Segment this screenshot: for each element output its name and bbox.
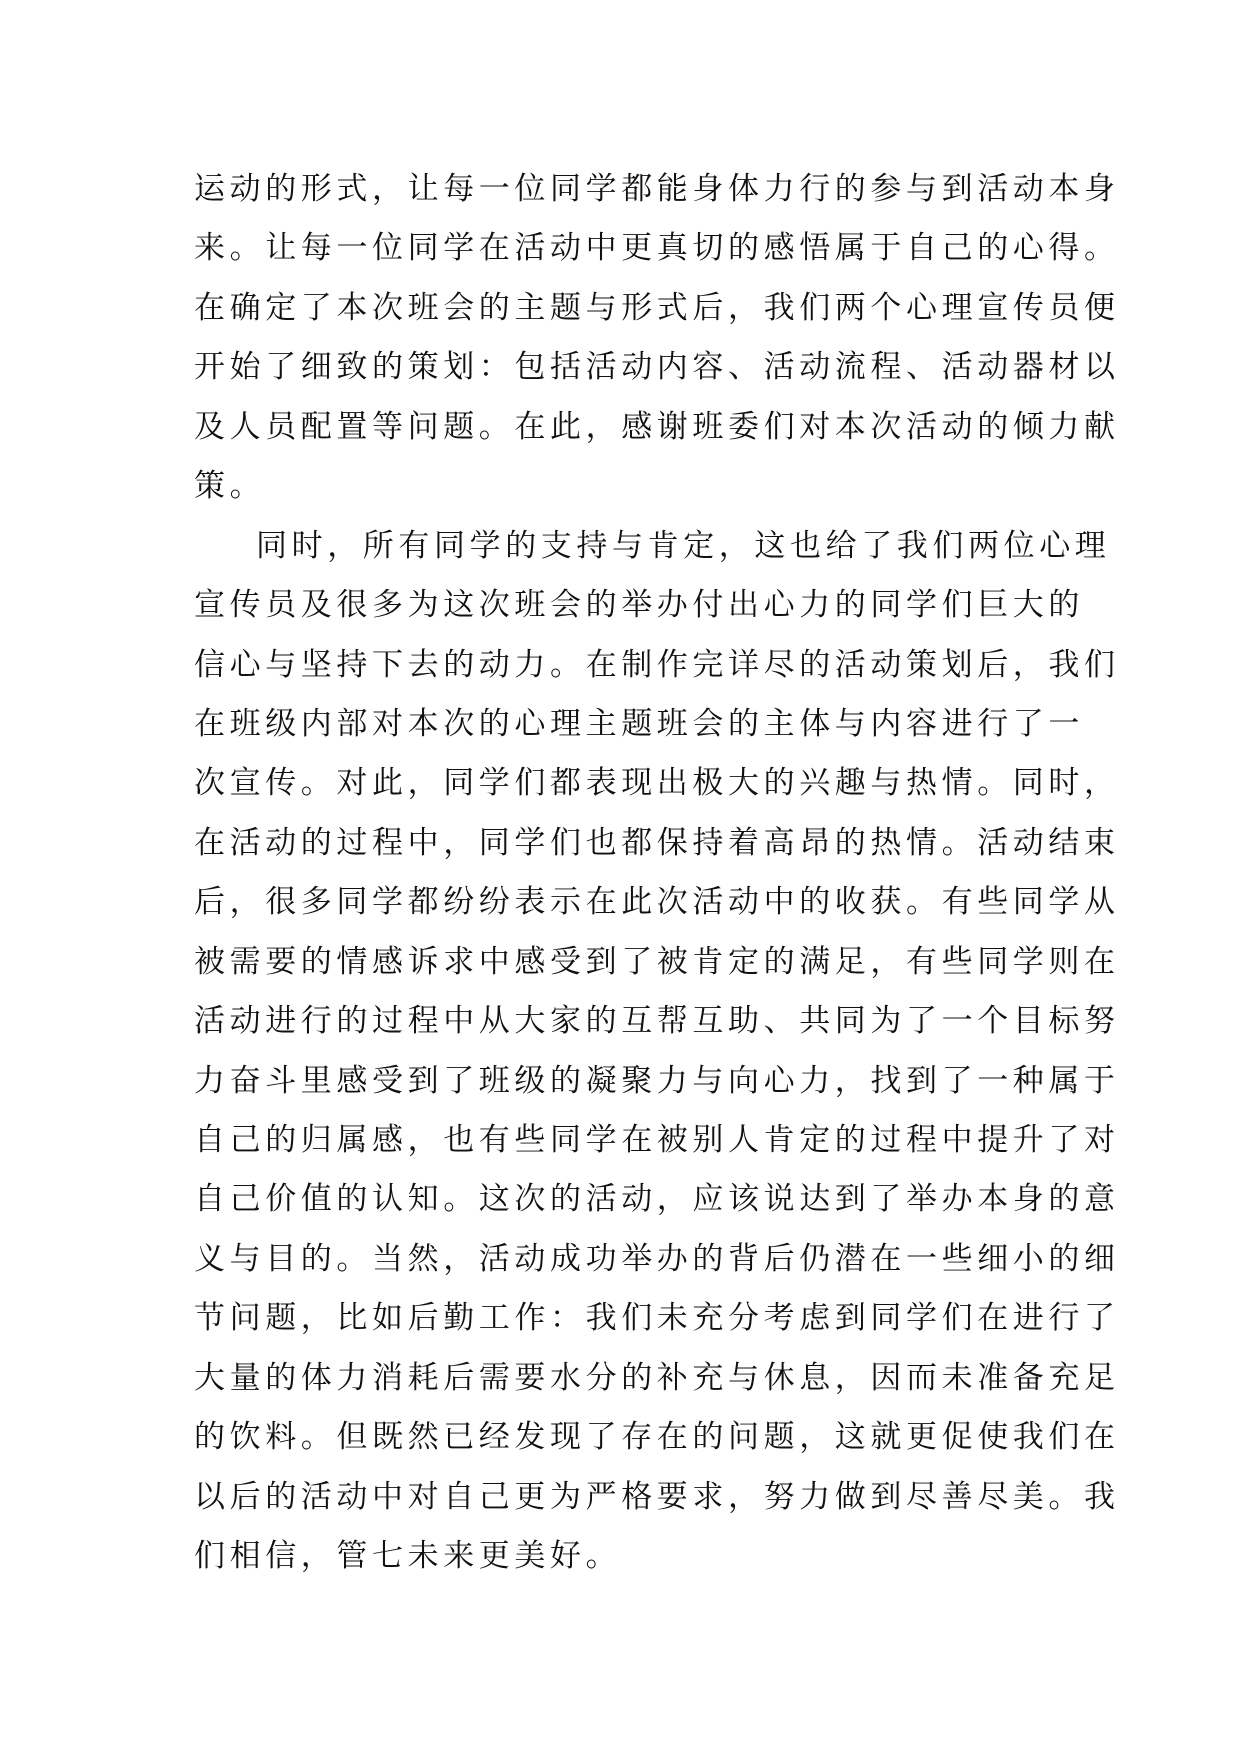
text-line: 在活动的过程中，同学们也都保持着高昂的热情。活动结束 xyxy=(194,824,1120,861)
text-line: 在确定了本次班会的主题与形式后，我们两个心理宣传员便 xyxy=(194,289,1120,326)
text-line: 义与目的。当然，活动成功举办的背后仍潜在一些细小的细 xyxy=(194,1240,1120,1277)
text-line: 后，很多同学都纷纷表示在此次活动中的收获。有些同学从 xyxy=(194,884,1120,921)
text-line: 信心与坚持下去的动力。在制作完详尽的活动策划后，我们 xyxy=(194,646,1120,683)
text-line: 被需要的情感诉求中感受到了被肯定的满足，有些同学则在 xyxy=(194,943,1120,980)
text-line: 来。让每一位同学在活动中更真切的感悟属于自己的心得。 xyxy=(194,230,1120,267)
text-line: 以后的活动中对自己更为严格要求，努力做到尽善尽美。我 xyxy=(194,1478,1120,1515)
text-line: 的饮料。但既然已经发现了存在的问题，这就更促使我们在 xyxy=(194,1419,1120,1456)
text-line: 策。 xyxy=(194,468,266,505)
text-line: 活动进行的过程中从大家的互帮互助、共同为了一个目标努 xyxy=(194,1003,1120,1040)
text-line: 及人员配置等问题。在此，感谢班委们对本次活动的倾力献 xyxy=(194,408,1120,445)
text-line: 们相信，管七未来更美好。 xyxy=(194,1538,622,1575)
text-line: 在班级内部对本次的心理主题班会的主体与内容进行了一 xyxy=(194,705,1084,742)
text-line: 宣传员及很多为这次班会的举办付出心力的同学们巨大的 xyxy=(194,587,1084,624)
text-line: 自己的归属感，也有些同学在被别人肯定的过程中提升了对 xyxy=(194,1122,1120,1158)
text-line: 节问题，比如后勤工作：我们未充分考虑到同学们在进行了 xyxy=(194,1300,1120,1337)
text-line: 力奋斗里感受到了班级的凝聚力与向心力，找到了一种属于 xyxy=(194,1062,1120,1099)
body-text xyxy=(194,160,1120,1587)
paragraph-first-line: 同时，所有同学的支持与肯定，这也给了我们两位心理 xyxy=(256,527,1111,564)
text-line: 运动的形式，让每一位同学都能身体力行的参与到活动本身 xyxy=(194,171,1120,207)
text-line: 次宣传。对此，同学们都表现出极大的兴趣与热情。同时， xyxy=(194,765,1120,802)
text-line: 大量的体力消耗后需要水分的补充与休息，因而未准备充足 xyxy=(194,1359,1120,1396)
text-line: 自己价值的认知。这次的活动，应该说达到了举办本身的意 xyxy=(194,1181,1120,1218)
text-line: 开始了细致的策划：包括活动内容、活动流程、活动器材以 xyxy=(194,349,1120,386)
